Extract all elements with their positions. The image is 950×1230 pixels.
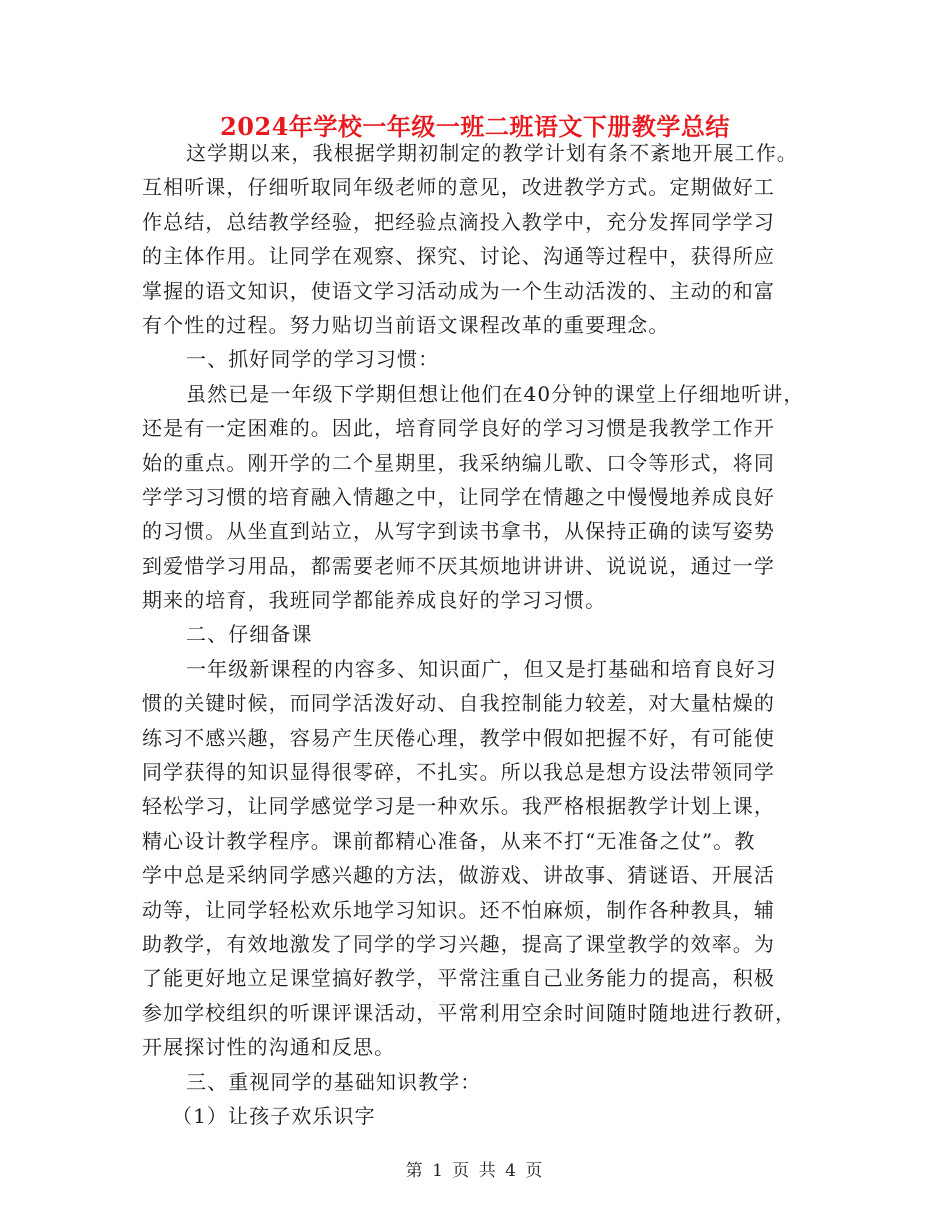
text-line: 有个性的过程。努力贴切当前语文课程改革的重要理念。 bbox=[142, 312, 670, 337]
text-line: 助教学，有效地激发了同学的学习兴趣，提高了课堂教学的效率。为 bbox=[142, 931, 775, 956]
text-line: 轻松学习，让同学感觉学习是一种欢乐。我严格根据教学计划上课， bbox=[142, 794, 775, 819]
text-line: 的主体作用。让同学在观察、探究、讨论、沟通等过程中，获得所应 bbox=[142, 244, 775, 269]
text-line: 的习惯。从坐直到站立，从写字到读书拿书，从保持正确的读写姿势 bbox=[142, 519, 775, 544]
text-line: 参加学校组织的听课评课活动，平常利用空余时间随时随地进行教研， bbox=[142, 1000, 797, 1025]
text-line: 掌握的语文知识，使语文学习活动成为一个生动活泼的、主动的和富 bbox=[142, 278, 775, 303]
document-title: 2024年学校一年级一班二班语文下册教学总结 bbox=[220, 112, 730, 141]
text-line: 虽然已是一年级下学期但想让他们在40分钟的课堂上仔细地听讲， bbox=[186, 381, 805, 406]
page-footer: 第 1 页 共 4 页 bbox=[405, 1161, 545, 1181]
text-line: 还是有一定困难的。因此，培育同学良好的学习习惯是我教学工作开 bbox=[142, 416, 775, 441]
text-line: 同学获得的知识显得很零碎，不扎实。所以我总是想方设法带领同学 bbox=[142, 760, 775, 785]
text-line: 一、抓好同学的学习习惯： bbox=[186, 347, 440, 372]
text-line: 这学期以来，我根据学期初制定的教学计划有条不紊地开展工作。 bbox=[186, 141, 798, 165]
text-line: 三、重视同学的基础知识教学： bbox=[186, 1069, 482, 1094]
text-line: 精心设计教学程序。课前都精心准备，从来不打“无准备之仗”。教 bbox=[142, 828, 756, 853]
text-line: 期来的培育，我班同学都能养成良好的学习习惯。 bbox=[142, 588, 607, 613]
text-line: 作总结，总结教学经验，把经验点滴投入教学中，充分发挥同学学习 bbox=[142, 209, 775, 234]
text-line: 了能更好地立足课堂搞好教学，平常注重自己业务能力的提高，积极 bbox=[142, 966, 775, 991]
text-line: 二、仔细备课 bbox=[186, 622, 313, 647]
text-line: 学中总是采纳同学感兴趣的方法，做游戏、讲故事、猜谜语、开展活 bbox=[142, 863, 775, 888]
text-line: 练习不感兴趣，容易产生厌倦心理，教学中假如把握不好，有可能使 bbox=[142, 725, 775, 750]
text-line: 动等，让同学轻松欢乐地学习知识。还不怕麻烦，制作各种教具，辅 bbox=[142, 897, 775, 922]
text-line: 学学习习惯的培育融入情趣之中，让同学在情趣之中慢慢地养成良好 bbox=[142, 484, 775, 509]
text-line: 开展探讨性的沟通和反思。 bbox=[142, 1035, 396, 1060]
text-line: （1）让孩子欢乐识字 bbox=[172, 1103, 376, 1128]
text-line: 始的重点。刚开学的二个星期里，我采纳编儿歌、口令等形式，将同 bbox=[142, 450, 775, 475]
text-line: 惯的关键时候，而同学活泼好动、自我控制能力较差，对大量枯燥的 bbox=[142, 691, 775, 716]
text-line: 互相听课，仔细听取同年级老师的意见，改进教学方式。定期做好工 bbox=[142, 175, 775, 200]
document-body bbox=[142, 136, 822, 1133]
text-line: 到爱惜学习用品，都需要老师不厌其烦地讲讲讲、说说说，通过一学 bbox=[142, 553, 775, 578]
text-line: 一年级新课程的内容多、知识面广，但又是打基础和培育良好习 bbox=[186, 656, 777, 681]
